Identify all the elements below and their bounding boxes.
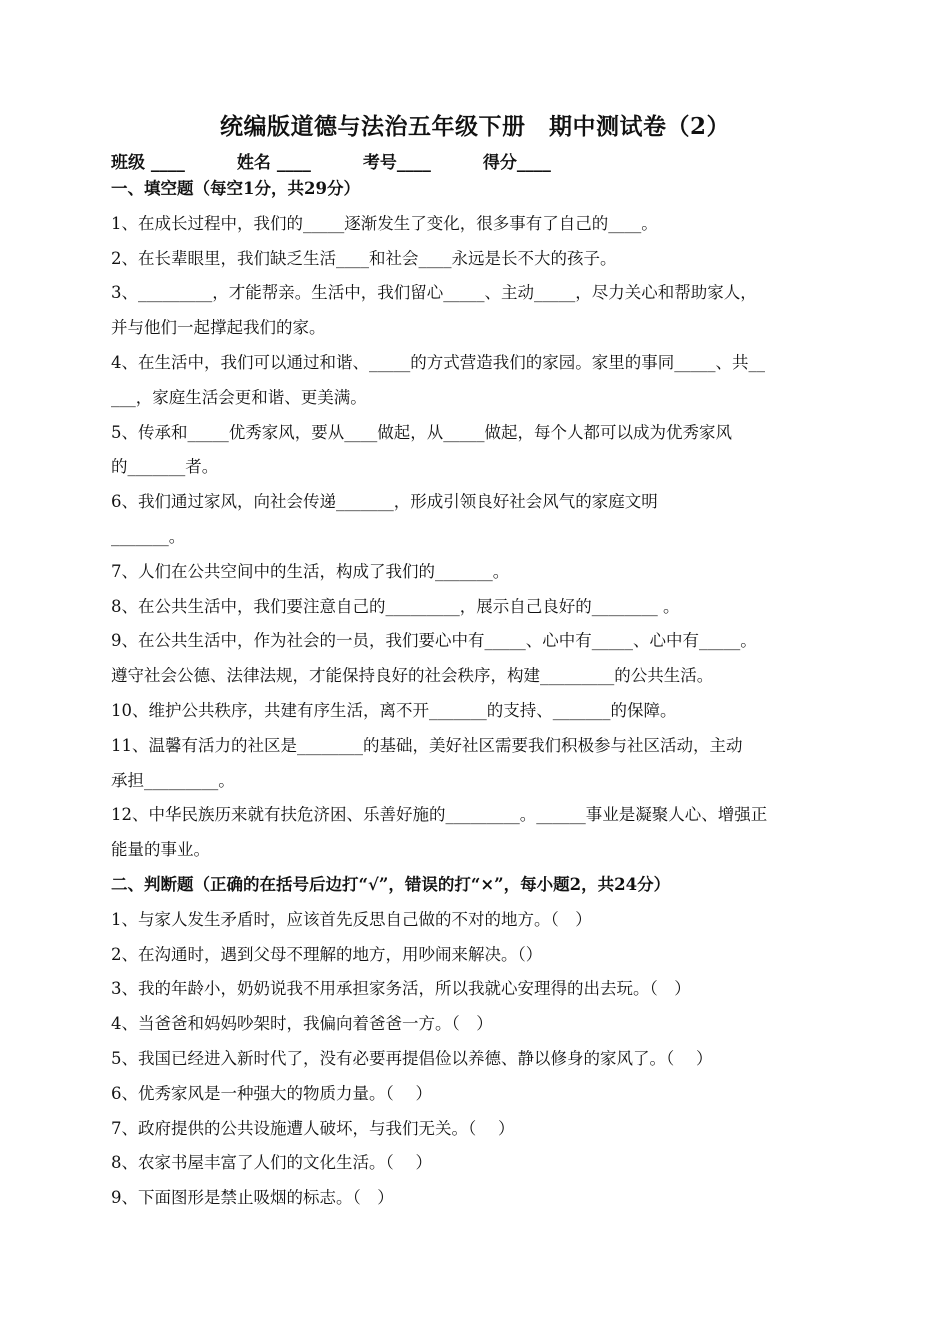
true-false-question-line: 6、优秀家风是一种强大的物质力量。（ ） [111, 1083, 432, 1103]
true-false-question-line: 7、政府提供的公共设施遭人破坏，与我们无关。（ ） [111, 1118, 515, 1138]
true-false-question-line: 1、与家人发生矛盾时，应该首先反思自己做的不对的地方。（ ） [111, 909, 592, 929]
score-field[interactable]: 得分____ [482, 153, 551, 173]
true-false-question-line: 9、下面图形是禁止吸烟的标志。（ ） [111, 1188, 394, 1208]
fill-blank-question-line: 12、中华民族历来就有扶危济困、乐善好施的_________。______事业是凝聚人心、增强正 [111, 805, 768, 825]
section-heading-fill-blank: 一、填空题（每空1分，共29分） [111, 179, 360, 198]
fill-blank-question-line: 的_______者。 [111, 457, 219, 477]
fill-blank-question-line: 6、我们通过家风，向社会传递_______，形成引领良好社会风气的家庭文明 [111, 492, 658, 512]
fill-blank-question-line: 2、在长辈眼里，我们缺乏生活____和社会____永远是长不大的孩子。 [111, 248, 617, 268]
true-false-question-line: 2、在沟通时，遇到父母不理解的地方，用吵闹来解决。（） [111, 944, 543, 964]
fill-blank-question-line: 8、在公共生活中，我们要注意自己的_________，展示自己良好的________ 。 [111, 596, 680, 616]
fill-blank-question-line: 3、_________，才能帮亲。生活中，我们留心_____、主动_____，尽力关心和帮助家人， [111, 283, 757, 303]
fill-blank-question-line: 承担_________。 [111, 770, 235, 790]
student-info-row [111, 148, 551, 173]
fill-blank-question-line: ___，家庭生活会更和谐、更美满。 [111, 387, 367, 407]
exam-number-field[interactable]: 考号____ [362, 153, 431, 173]
fill-blank-question-line: 5、传承和_____优秀家风，要从____做起，从_____做起，每个人都可以成为优秀家风 [111, 422, 732, 442]
fill-blank-question-line: 11、温馨有活力的社区是________的基础，美好社区需要我们积极参与社区活动，主动 [111, 735, 743, 755]
true-false-question-line: 5、我国已经进入新时代了，没有必要再提倡俭以养德、静以修身的家风了。（ ） [111, 1048, 713, 1068]
fill-blank-question-line: 4、在生活中，我们可以通过和谐、_____的方式营造我们的家园。家里的事同_____、共__ [111, 352, 765, 372]
name-field[interactable]: 姓名 ____ [236, 153, 311, 173]
section-heading-true-false: 二、判断题（正确的在括号后边打“√”，错误的打“×”，每小题2，共24分） [111, 874, 671, 894]
fill-blank-question-line: 1、在成长过程中，我们的_____逐渐发生了变化，很多事有了自己的____。 [111, 213, 658, 233]
fill-blank-question-line: 能量的事业。 [111, 840, 210, 860]
true-false-question-line: 4、当爸爸和妈妈吵架时，我偏向着爸爸一方。（ ） [111, 1014, 493, 1034]
fill-blank-question-line: 9、在公共生活中，作为社会的一员，我们要心中有_____、心中有_____、心中有_____。 [111, 631, 757, 651]
true-false-question-line: 8、农家书屋丰富了人们的文化生活。（ ） [111, 1153, 432, 1173]
true-false-question-line: 3、我的年龄小，奶奶说我不用承担家务活，所以我就心安理得的出去玩。（ ） [111, 979, 691, 999]
exam-content [111, 172, 846, 1216]
fill-blank-question-line: 7、人们在公共空间中的生活，构成了我们的_______。 [111, 561, 510, 581]
fill-blank-question-line: 并与他们一起撑起我们的家。 [111, 318, 326, 338]
page-title: 统编版道德与法治五年级下册 期中测试卷（2） [219, 113, 730, 140]
fill-blank-question-line: 10、维护公共秩序，共建有序生活，离不开_______的支持、_______的保障。 [111, 700, 677, 720]
class-field[interactable]: 班级 ____ [111, 153, 185, 173]
fill-blank-question-line: 遵守社会公德、法律法规，才能保持良好的社会秩序，构建_________的公共生活。 [111, 666, 714, 686]
fill-blank-questions [111, 207, 846, 868]
fill-blank-question-line: _______。 [111, 526, 186, 546]
true-false-questions [111, 903, 846, 1216]
